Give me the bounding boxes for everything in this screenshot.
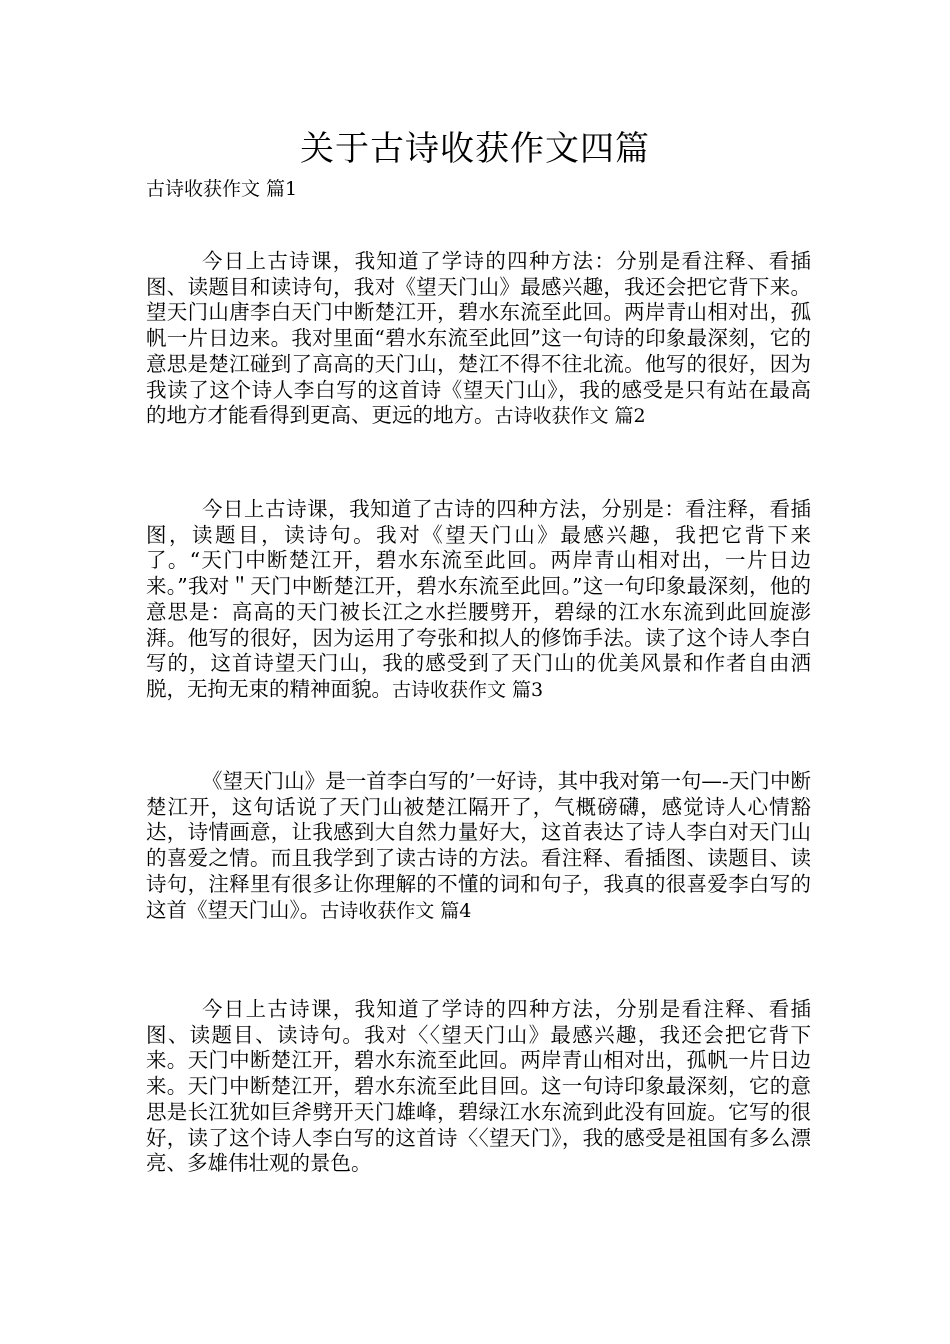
paragraph-text: 今日上古诗课，我知道了学诗的四种方法，分别是看注释、看插图、读题目、读诗句。我对〈〈望天门山》最感兴趣，我还会把它背下来。天门中断楚江开，碧水东流至此回。两岸青山相对出，孤帆一片日边来。天门中断楚江开，碧水东流至此目回。这一句诗印象最深刻，它的意思是长江犹如巨斧劈开天门雄峰，碧绿江水东流到此没有回旋。它写的很好，读了这个诗人李白写的这首诗〈〈望天门》，我的感受是祖国有多么漂亮、多雄伟壮观的景色。 — [146, 997, 811, 1176]
essay-heading-1: 古诗收获作文 篇1 — [146, 178, 298, 200]
essay-heading-2: 古诗收获作文 篇2 — [494, 405, 646, 428]
essay-paragraph-3 — [146, 769, 811, 924]
essay-paragraph-2 — [146, 497, 811, 704]
essay-heading-3: 古诗收获作文 篇3 — [392, 678, 544, 701]
paragraph-text: 今日上古诗课，我知道了学诗的四种方法：分别是看注释、看插图、读题目和读诗句，我对《望天门山》最感兴趣，我还会把它背下来。望天门山唐李白天门中断楚江开，碧水东流至此回。两岸青山相对出，孤帆一片日边来。我对里面“碧水东流至此回”这一句诗的印象最深刻，它的意思是楚江碰到了高高的天门山，楚江不得不往北流。他写的很好，因为我读了这个诗人李白写的这首诗《望天门山》，我的感受是只有站在最高的地方才能看得到更高、更远的地方。 — [146, 249, 811, 428]
paragraph-text: 今日上古诗课，我知道了古诗的四种方法，分别是：看注释，看插图，读题目，读诗句。我对《望天门山》最感兴趣，我把它背下来了。“天门中断楚江开，碧水东流至此回。两岸青山相对出，一片日边来。”我对＂天门中断楚江开，碧水东流至此回。”这一句印象最深刻，他的意思是：高高的天门被长江之水拦腰劈开，碧绿的江水东流到此回旋澎湃。他写的很好，因为运用了夸张和拟人的修饰手法。读了这个诗人李白写的，这首诗望天门山，我的感受到了天门山的优美风景和作者自由洒脱，无拘无束的精神面貌。 — [146, 497, 811, 701]
document-title: 关于古诗收获作文四篇 — [300, 129, 650, 169]
essay-heading-4: 古诗收获作文 篇4 — [320, 899, 472, 922]
paragraph-text: 《望天门山》是一首李白写的’一好诗，其中我对第一句—-天门中断楚江开，这句话说了天门山被楚江隔开了，气概磅礴，感觉诗人心情豁达，诗情画意，让我感到大自然力量好大，这首表达了诗人李白对天门山的喜爱之情。而且我学到了读古诗的方法。看注释、看插图、读题目、读诗句，注释里有很多让你理解的不懂的词和句子，我真的很喜爱李白写的这首《望天门山》。 — [146, 769, 811, 922]
essay-paragraph-1 — [146, 249, 811, 430]
essay-paragraph-4 — [146, 997, 811, 1177]
